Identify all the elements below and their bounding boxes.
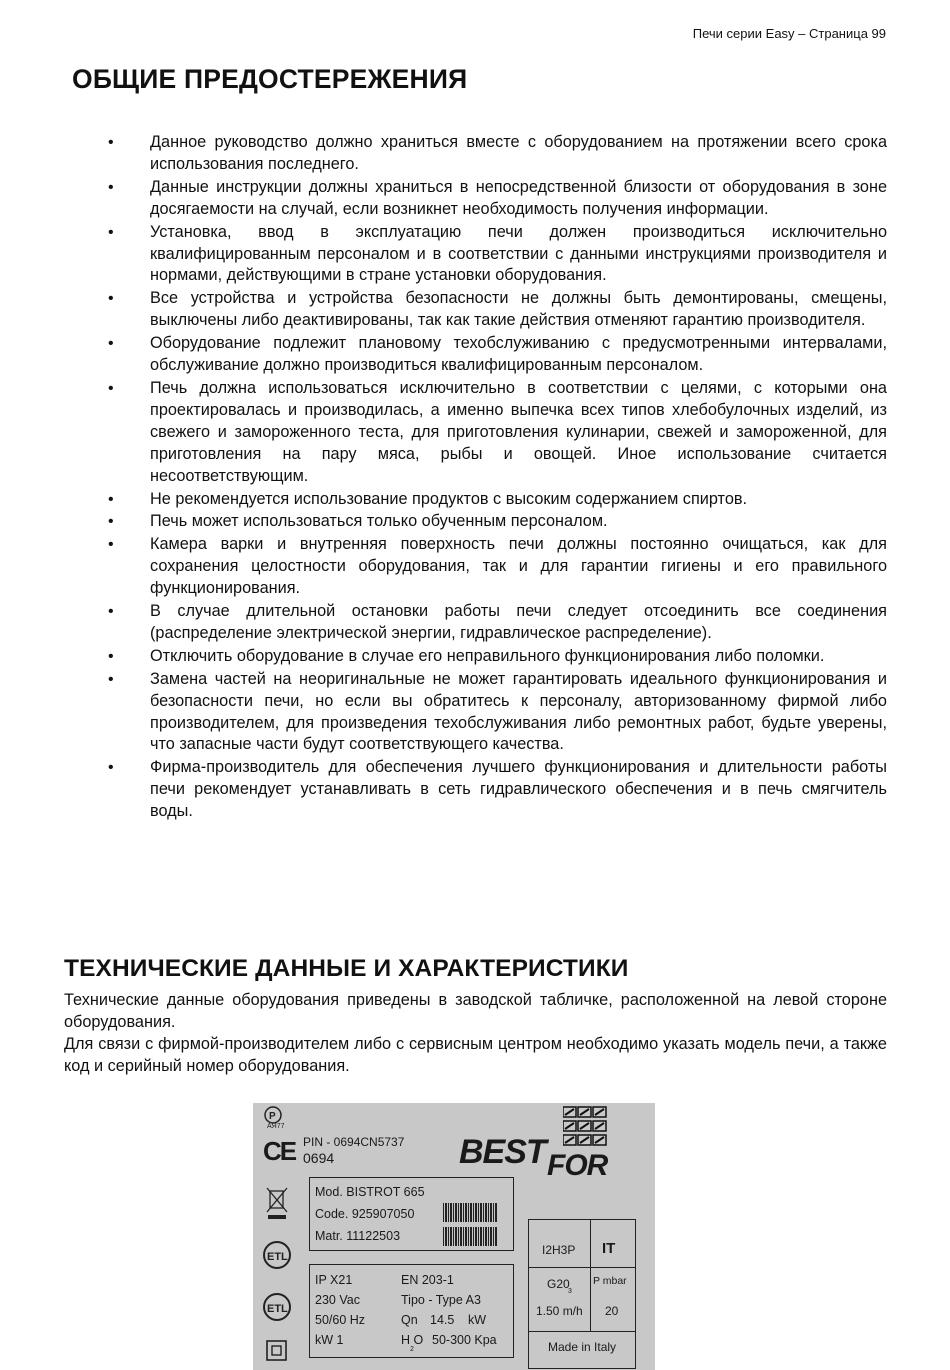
paragraph: Для связи с фирмой-производителем либо с сервисным центром необходимо указать модель печи, а также код и серийный номер оборудования. — [64, 1035, 887, 1075]
bullet-icon: • — [108, 335, 114, 353]
bullet-icon: • — [108, 647, 114, 665]
section-title-technical-data: ТЕХНИЧЕСКИЕ ДАННЫЕ И ХАРАКТЕРИСТИКИ — [64, 955, 629, 982]
list-item — [104, 757, 887, 823]
list-item — [104, 511, 887, 533]
bullet-icon: • — [108, 290, 114, 308]
weee-bin-icon — [265, 1185, 289, 1221]
list-item-text: Все устройства и устройства безопасности не должны быть демонтированы, смещены, выключены либо деактивированы, так как такие действия отменяют гарантию производителя. — [150, 289, 887, 330]
bullet-icon: • — [108, 178, 114, 196]
water-label: H O — [401, 1333, 424, 1347]
pressure-label: P mbar — [593, 1275, 627, 1287]
list-item — [104, 669, 887, 757]
list-item — [104, 288, 887, 332]
list-item-text: Фирма-производитель для обеспечения лучшего функционирования и длительности работы печи рекомендует устанавливать в сеть гидравлического обеспечения и в печь смягчитель воды. — [150, 758, 887, 821]
list-item-text: Данное руководство должно храниться вместе с оборудованием на протяжении всего срока использования последнего. — [150, 133, 887, 173]
qn-value: 14.5 — [430, 1313, 455, 1327]
svg-text:P: P — [269, 1111, 276, 1122]
bullet-icon: • — [108, 759, 114, 777]
bullet-icon: • — [108, 670, 114, 688]
qn-unit: kW — [468, 1313, 487, 1327]
double-insulation-icon — [265, 1339, 289, 1363]
list-item-text: В случае длительной остановки работы печи следует отсоединить все соединения (распределение электрической энергии, гидравлическое распределение). — [150, 602, 887, 642]
appliance-type: Tipo - Type A3 — [401, 1293, 481, 1307]
standard-value: EN 203-1 — [401, 1273, 454, 1287]
pressure-value: 20 — [605, 1304, 619, 1318]
water-subscript: 2 — [410, 1346, 414, 1353]
brand-logo-best: BEST — [459, 1133, 546, 1171]
list-item-text: Камера варки и внутренняя поверхность печи должны постоянно очищаться, как для сохранения целостности оборудования, так и для гарантии гигиены и его правильного функционирования. — [150, 535, 887, 598]
list-item-text: Печь должна использоваться исключительно в соответствии с целями, с которыми она проектировалась и производилась, а именно выпечка всех типов хлебобулочных изделий, из свежего и замороженного теста, для приготовления кулинарии, свежей и замороженной, для приготовления на пару мяса, рыбы и овощей. Иное использование считается несоответствующим. — [150, 378, 887, 485]
list-item — [104, 222, 887, 288]
bullet-icon: • — [108, 603, 114, 621]
list-item — [104, 177, 887, 221]
divider — [528, 1267, 636, 1268]
list-item-text: Замена частей на неоригинальные не может гарантировать идеального функционирования и безопасности печи, но если вы обратитесь к персоналу, авторизованному фирмой либо производителем, для произведения техобслуживания либо ремонтных работ, будьте уверены, что запасные части будут соответствующего качества. — [150, 669, 887, 754]
gas-type: G20 — [547, 1277, 570, 1291]
bullet-icon: • — [108, 490, 114, 508]
barcode-icon — [443, 1227, 498, 1246]
section-title-general-warnings: ОБЩИЕ ПРЕДОСТЕРЕЖЕНИЯ — [72, 64, 468, 94]
gas-category: I2H3P — [542, 1243, 576, 1257]
water-pressure: 50-300 Kpa — [432, 1333, 497, 1347]
technical-data-text — [64, 989, 887, 1077]
model-value: Mod. BISTROT 665 — [315, 1185, 425, 1199]
list-item — [104, 534, 887, 600]
bullet-icon: • — [108, 513, 114, 531]
ce-mark-icon: CE — [263, 1136, 296, 1166]
list-item — [104, 489, 887, 511]
frequency-rating: 50/60 Hz — [315, 1313, 366, 1327]
pin-number: PIN - 0694CN5737 — [303, 1135, 405, 1149]
etl-mark-text: ETL — [267, 1251, 288, 1263]
notified-body-number: 0694 — [303, 1150, 335, 1166]
running-header: Печи серии Easy – Страница 99 — [692, 26, 886, 41]
qn-label: Qn — [401, 1313, 418, 1327]
bullet-icon: • — [108, 223, 114, 241]
divider — [528, 1331, 636, 1332]
paragraph: Технические данные оборудования приведены в заводской табличке, расположенной на левой стороне оборудования. — [64, 991, 887, 1031]
barcode-icon — [443, 1203, 498, 1222]
brand-logo-squares-icon — [563, 1106, 611, 1152]
nameplate-image — [253, 1103, 655, 1370]
origin-label: Made in Italy — [548, 1340, 617, 1354]
power-rating: kW 1 — [315, 1333, 344, 1347]
list-item-text: Отключить оборудование в случае его неправильного функционирования либо поломки. — [150, 646, 825, 665]
code-value: Code. 925907050 — [315, 1207, 415, 1221]
list-item — [104, 333, 887, 377]
pct-code: АЯ77 — [267, 1123, 285, 1130]
list-item-text: Данные инструкции должны храниться в непосредственной близости от оборудования в зоне досягаемости на случай, если возникнет необходимость получения информации. — [150, 177, 887, 218]
etl-mark-text: ETL — [267, 1303, 288, 1315]
list-item-text: Печь может использоваться только обученным персоналом. — [150, 512, 608, 531]
country-code: IT — [602, 1240, 616, 1257]
warnings-list — [104, 132, 887, 824]
list-item-text: Не рекомендуется использование продуктов с высоким содержанием спиртов. — [150, 489, 748, 508]
brand-logo-for: FOR — [547, 1149, 608, 1182]
gas-flow: 1.50 m/h — [536, 1304, 583, 1318]
divider — [590, 1219, 591, 1332]
list-item — [104, 378, 887, 488]
flow-superscript: 3 — [568, 1288, 572, 1295]
list-item — [104, 132, 887, 176]
list-item — [104, 646, 887, 668]
bullet-icon: • — [108, 379, 114, 397]
list-item — [104, 601, 887, 645]
bullet-icon: • — [108, 134, 114, 151]
voltage-rating: 230 Vac — [315, 1293, 360, 1307]
etl-mark-icon — [262, 1292, 292, 1322]
ip-rating: IP X21 — [315, 1273, 353, 1287]
bullet-icon: • — [108, 536, 114, 554]
serial-value: Matr. 11122503 — [315, 1229, 401, 1243]
list-item-text: Оборудование подлежит плановому техобслуживанию с предусмотренными интервалами, обслуживание должно производиться квалифицированным персоналом. — [150, 334, 887, 375]
etl-mark-icon — [262, 1240, 292, 1270]
list-item-text: Установка, ввод в эксплуатацию печи должен производиться исключительно квалифицированным персоналом и в соответствии с данными инструкциями производителя и нормами, действующими в стране установки оборудования. — [150, 222, 887, 285]
